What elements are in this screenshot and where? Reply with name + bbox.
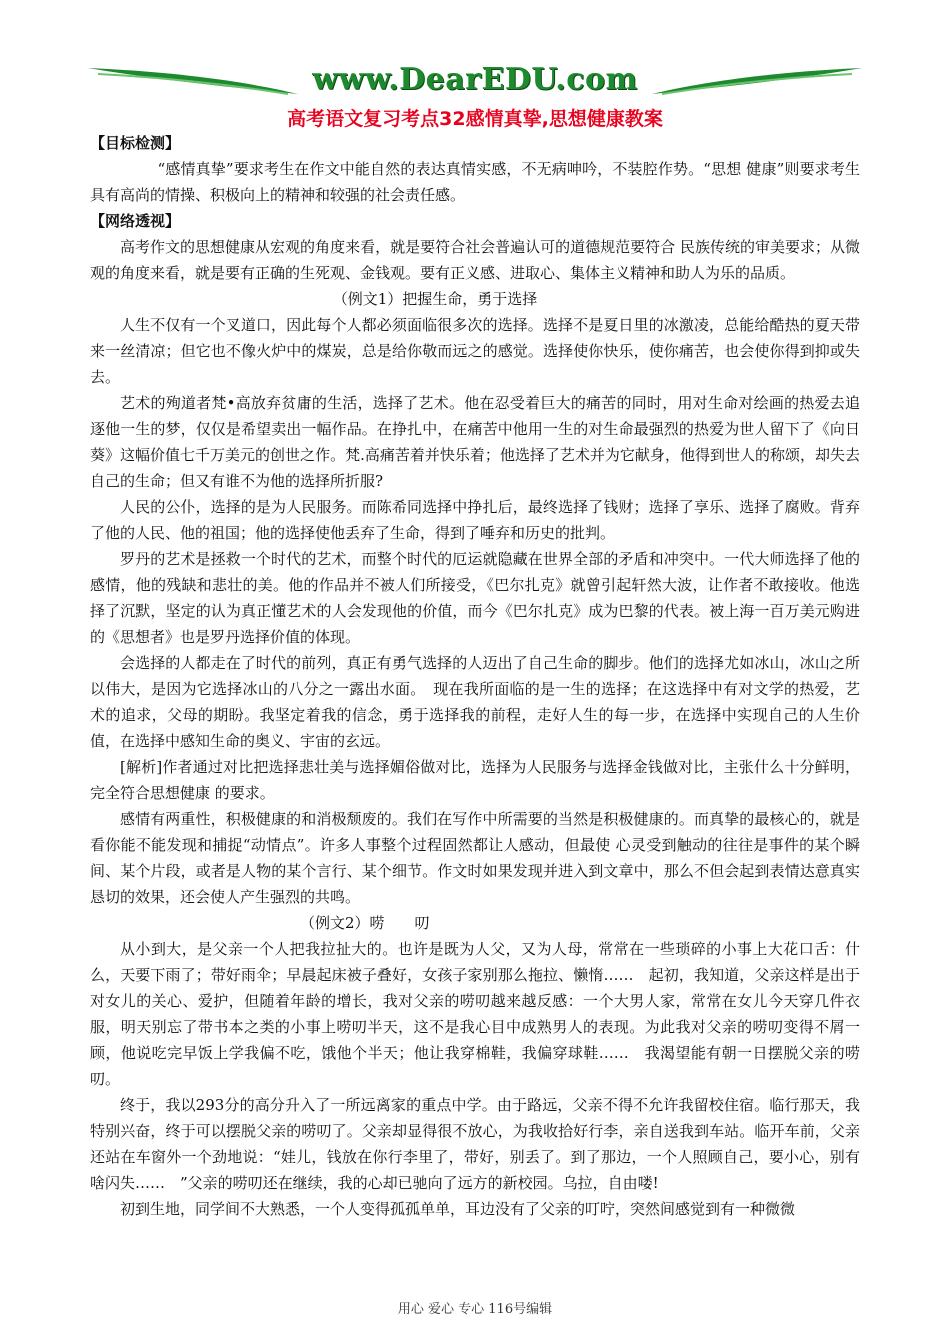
document-body (90, 130, 860, 1222)
site-logo-banner (88, 60, 862, 100)
example1-paragraph: 艺术的殉道者梵•高放弃贫庸的生活，选择了艺术。他在忍受着巨大的痛苦的同时，用对生命对绘画的热爱去追逐他一生的梦，仅仅是希望卖出一幅作品。在挣扎中，在痛苦中他用一生的对生命最强烈的热爱为世人留下了《向日葵》这幅价值七千万美元的创世之作。梵.高痛苦着并快乐着；他选择了艺术并为它献身，他得到世人的称颂，却失去自己的生命；但又有谁不为他的选择所折服? (90, 394, 860, 490)
document-title: 高考语文复习考点32感情真挚,思想健康教案 (287, 108, 663, 130)
commentary-paragraph: 感情有两重性，积极健康的和消极颓废的。我们在写作中所需要的当然是积极健康的。而真挚的最核心的，就是看你能不能发现和捕捉“动情点”。许多人事整个过程固然都让人感动，但最使 心灵受到触动的往往是事件的某个瞬间、某个片段，或者是人物的某个言行、某个细节。作文时如果发现并进入到文章中，那么不但会起到表情达意真实恳切的效果，还会使人产生强烈的共鸣。 (90, 810, 860, 906)
example2-paragraph: 从小到大，是父亲一个人把我拉扯大的。也许是既为人父，又为人母，常常在一些琐碎的小事上大花口舌：什么，天要下雨了；带好雨伞；早晨起床被子叠好，女孩子家别那么拖拉、懒惰…… 起初，我知道，父亲这样是出于对女儿的关心、爱护，但随着年龄的增长，我对父亲的唠叨越来越反感：一个大男人家，常常在女儿今天穿几件衣服，明天别忘了带书本之类的小事上唠叨半天，这不是我心目中成熟男人的表现。为此我对父亲的唠叨变得不屑一顾，他说吃完早饭上学我偏不吃，饿他个半天；他让我穿棉鞋，我偏穿球鞋…… 我渴望能有朝一日摆脱父亲的唠叨。 (90, 940, 860, 1088)
section-heading-network: 【网络透视】 (90, 212, 181, 230)
example1-paragraph: 人生不仅有一个叉道口，因此每个人都必须面临很多次的选择。选择不是夏日里的冰激凌，总能给酷热的夏天带来一丝清凉；但它也不像火炉中的煤炭，总是给你敬而远之的感觉。选择使你快乐，使你痛苦，也会使你得到抑或失去。 (90, 316, 860, 386)
example2-paragraph: 初到生地，同学间不大熟悉，一个人变得孤孤单单，耳边没有了父亲的叮咛，突然间感觉到有一种微微 (120, 1200, 796, 1218)
example1-paragraph: 会选择的人都走在了时代的前列，真正有勇气选择的人迈出了自己生命的脚步。他们的选择尤如冰山，冰山之所以伟大，是因为它选择冰山的八分之一露出水面。 现在我所面临的是一生的选择；在这选择中有对文学的热爱，艺术的追求，父母的期盼。我坚定着我的信念，勇于选择我的前程，走好人生的每一步，在选择中实现自己的人生价值，在选择中感知生命的奥义、宇宙的玄远。 (90, 654, 860, 750)
network-paragraph: 高考作文的思想健康从宏观的角度来看，就是要符合社会普遍认可的道德规范要符合 民族传统的审美要求；从微观的角度来看，就是要有正确的生死观、金钱观。要有正义感、进取心、集体主义精神和助人为乐的品质。 (90, 238, 860, 282)
goal-paragraph: “感情真挚”要求考生在作文中能自然的表达真情实感，不无病呻吟，不装腔作势。“思想 健康”则要求考生具有高尚的情操、积极向上的精神和较强的社会责任感。 (90, 160, 860, 204)
example1-title: （例文1）把握生命，勇于选择 (332, 290, 538, 308)
example1-paragraph: 罗丹的艺术是拯救一个时代的艺术，而整个时代的厄运就隐藏在世界全部的矛盾和冲突中。一代大师选择了他的感情，他的残缺和悲壮的美。他的作品并不被人们所接受，《巴尔扎克》就曾引起轩然大波，让作者不敢接收。他选择了沉默，坚定的认为真正懂艺术的人会发现他的价值，而今《巴尔扎克》成为巴黎的代表。被上海一百万美元购进的《思想者》也是罗丹选择价值的体现。 (90, 550, 860, 646)
section-heading-goal: 【目标检测】 (90, 134, 181, 152)
example2-paragraph: 终于，我以293分的高分升入了一所远离家的重点中学。由于路远，父亲不得不允许我留校住宿。临行那天，我特别兴奋，终于可以摆脱父亲的唠叨了。父亲却显得很不放心，为我收拾好行李，亲自送我到车站。临开车前，父亲还站在车窗外一个劲地说：“娃儿，钱放在你行李里了，带好，别丢了。到了那边，一个人照顾自己，要小心，别有啥闪失…… ”父亲的唠叨还在继续，我的心却已驰向了远方的新校园。乌拉，自由喽! (90, 1096, 860, 1192)
analysis-paragraph: [解析]作者通过对比把选择悲壮美与选择媚俗做对比，选择为人民服务与选择金钱做对比，主张什么十分鲜明，完全符合思想健康 的要求。 (90, 758, 860, 802)
example1-paragraph: 人民的公仆，选择的是为人民服务。而陈希同选择中挣扎后，最终选择了钱财；选择了享乐、选择了腐败。背弃了他的人民、他的祖国；他的选择使他丢弃了生命，得到了唾弃和历史的批判。 (90, 498, 860, 542)
page-footer: 用心 爱心 专心 116号编辑 (397, 1302, 553, 1317)
example2-title: （例文2）唠 叨 (300, 914, 430, 932)
site-logo-text: www.DearEDU.com (312, 62, 638, 97)
